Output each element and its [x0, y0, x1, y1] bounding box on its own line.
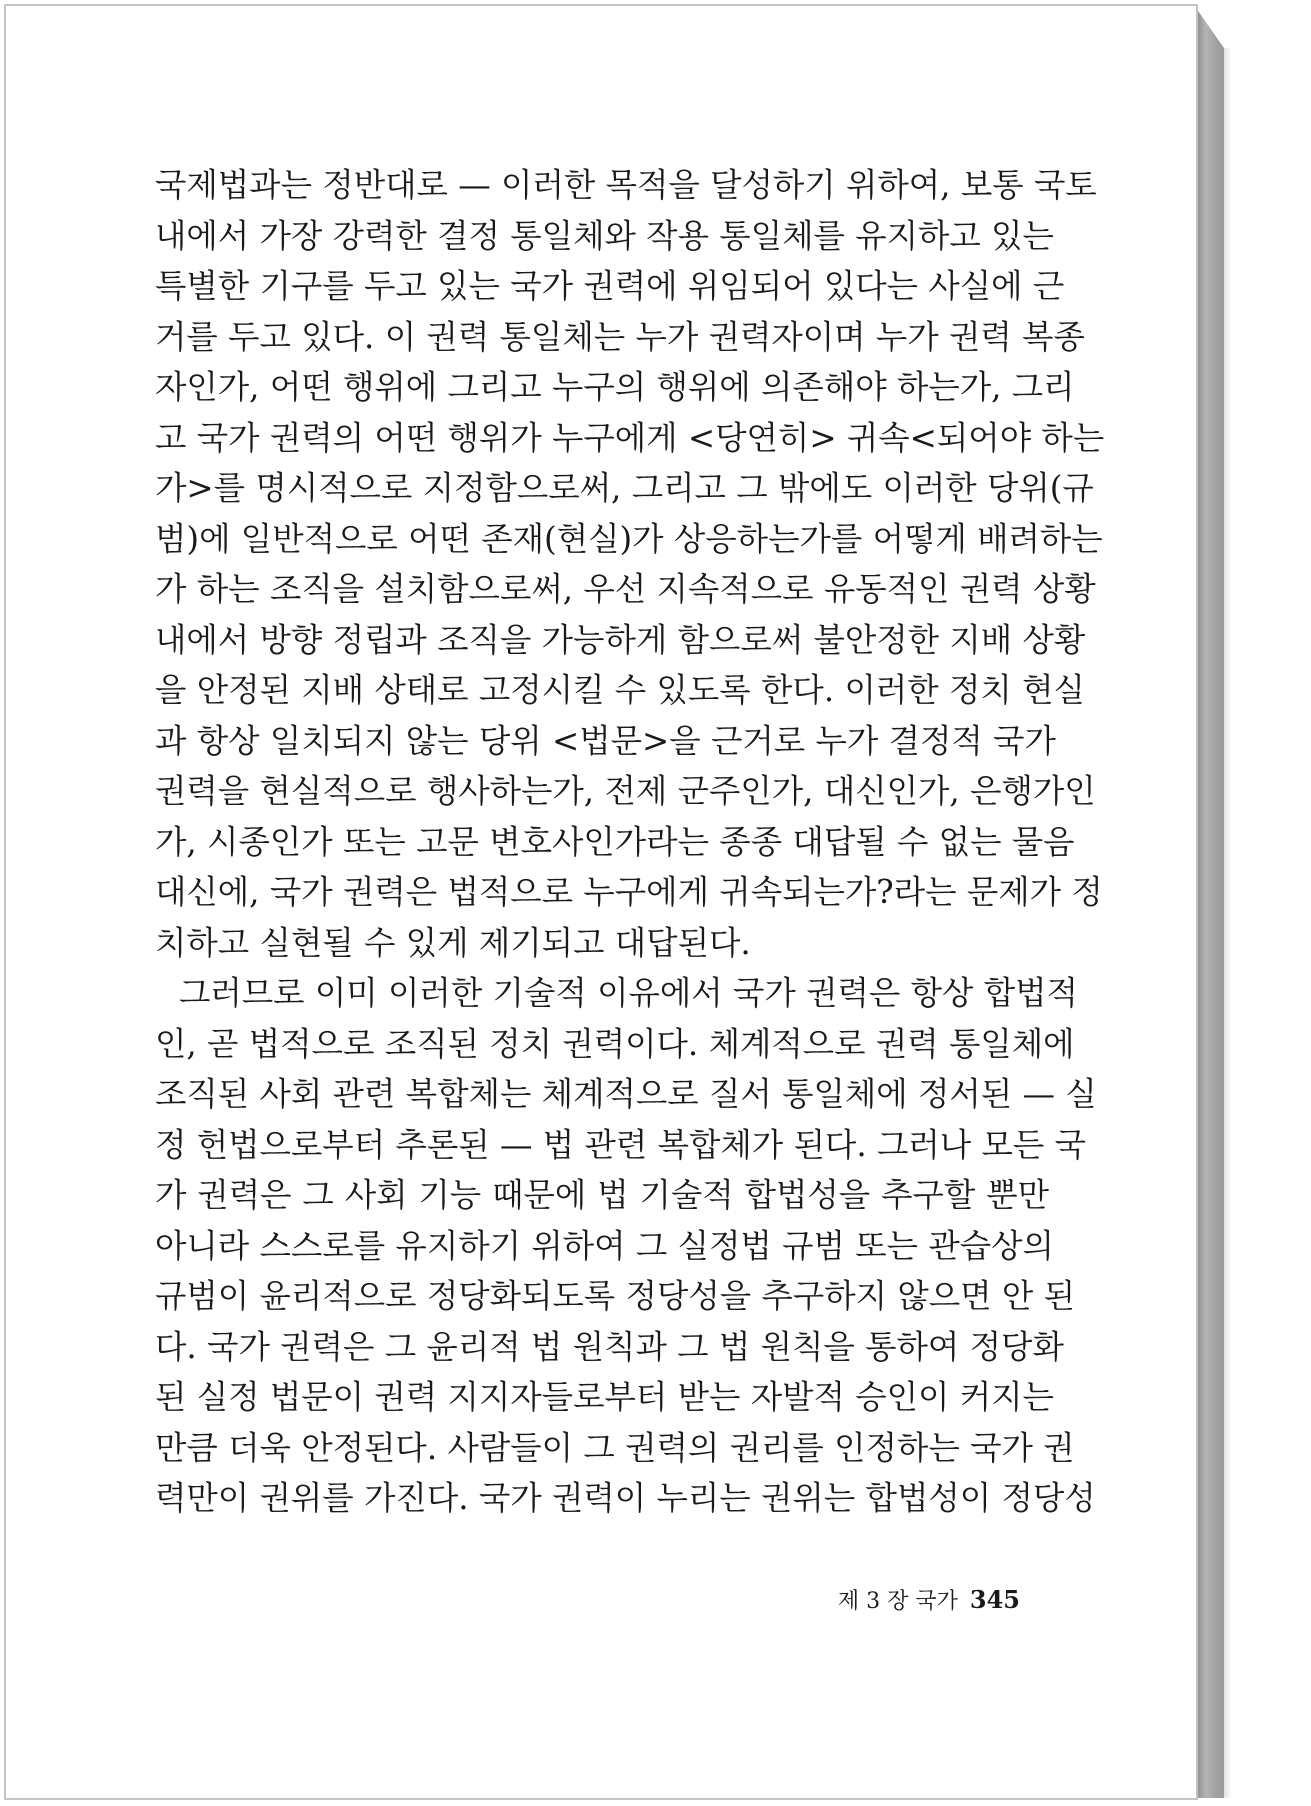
page-edge-shadow — [1224, 48, 1232, 1798]
page-footer — [800, 1584, 1020, 1615]
paragraph-2 — [155, 968, 1097, 1524]
text-line: 대신에, 국가 권력은 법적으로 누구에게 귀속되는가?라는 문제가 정 — [155, 873, 1103, 911]
text-line: 만큼 더욱 안정된다. 사람들이 그 권력의 권리를 인정하는 국가 권 — [155, 1428, 1075, 1467]
text-line: 다. 국가 권력은 그 윤리적 법 원칙과 그 법 원칙을 통하여 정당화 — [155, 1327, 1064, 1366]
text-line: 국제법과는 정반대로 — 이러한 목적을 달성하기 위하여, 보통 국토 — [155, 166, 1097, 204]
text-line: 된 실정 법문이 권력 지지자들로부터 받는 자발적 승인이 커지는 — [155, 1378, 1054, 1416]
text-line: 규범이 윤리적으로 정당화되도록 정당성을 추구하지 않으면 안 된 — [155, 1277, 1075, 1315]
paragraph-1 — [155, 160, 1105, 968]
text-line: 을 안정된 지배 상태로 고정시킬 수 있도록 한다. 이러한 정치 현실 — [155, 671, 1085, 709]
text-line: 인, 곧 법적으로 조직된 정치 권력이다. 체계적으로 권력 통일체에 — [155, 1024, 1075, 1063]
text-line: 거를 두고 있다. 이 권력 통일체는 누가 권력자이며 누가 권력 복종 — [155, 317, 1085, 356]
text-line: 가 하는 조직을 설치함으로써, 우선 지속적으로 유동적인 권력 상황 — [155, 570, 1096, 608]
book-page-edge — [1196, 8, 1224, 1798]
text-line: 특별한 기구를 두고 있는 국가 권력에 위임되어 있다는 사실에 근 — [155, 267, 1065, 305]
text-line: 자인가, 어떤 행위에 그리고 누구의 행위에 의존해야 하는가, 그리 — [155, 368, 1075, 406]
text-line: 권력을 현실적으로 행사하는가, 전제 군주인가, 대신인가, 은행가인 — [155, 772, 1096, 810]
text-line: 그러므로 이미 이러한 기술적 이유에서 국가 권력은 항상 합법적 — [179, 974, 1078, 1012]
text-line: 내에서 가장 강력한 결정 통일체와 작용 통일체를 유지하고 있는 — [155, 216, 1054, 255]
text-line: 범)에 일반적으로 어떤 존재(현실)가 상응하는가를 어떻게 배려하는 — [155, 519, 1103, 558]
text-line: 가, 시종인가 또는 고문 변호사인가라는 종종 대답될 수 없는 물음 — [155, 822, 1075, 861]
text-line: 치하고 실현될 수 있게 제기되고 대답된다. — [155, 923, 751, 962]
page-number: 345 — [969, 1585, 1020, 1614]
text-line: 과 항상 일치되지 않는 당위 <법문>을 근거로 누가 결정적 국가 — [155, 721, 1056, 760]
text-line: 조직된 사회 관련 복합체는 체계적으로 질서 통일체에 정서된 — 실 — [155, 1075, 1097, 1113]
text-line: 가>를 명시적으로 지정함으로써, 그리고 그 밖에도 이러한 당위(규 — [155, 469, 1094, 507]
text-line: 고 국가 권력의 어떤 행위가 누구에게 <당연히> 귀속<되어야 하는 — [155, 418, 1105, 457]
text-line: 력만이 권위를 가진다. 국가 권력이 누리는 권위는 합법성이 정당성 — [155, 1479, 1096, 1517]
text-line: 아니라 스스로를 유지하기 위하여 그 실정법 규범 또는 관습상의 — [155, 1226, 1054, 1265]
text-line: 정 헌법으로부터 추론된 — 법 관련 복합체가 된다. 그러나 모든 국 — [155, 1125, 1087, 1164]
text-line: 가 권력은 그 사회 기능 때문에 법 기술적 합법성을 추구할 뿐만 — [155, 1176, 1049, 1214]
running-footer-chapter: 제 3 장 국가 — [837, 1589, 958, 1614]
text-line: 내에서 방향 정립과 조직을 가능하게 함으로써 불안정한 지배 상황 — [155, 620, 1086, 659]
body-text — [155, 160, 1105, 1524]
